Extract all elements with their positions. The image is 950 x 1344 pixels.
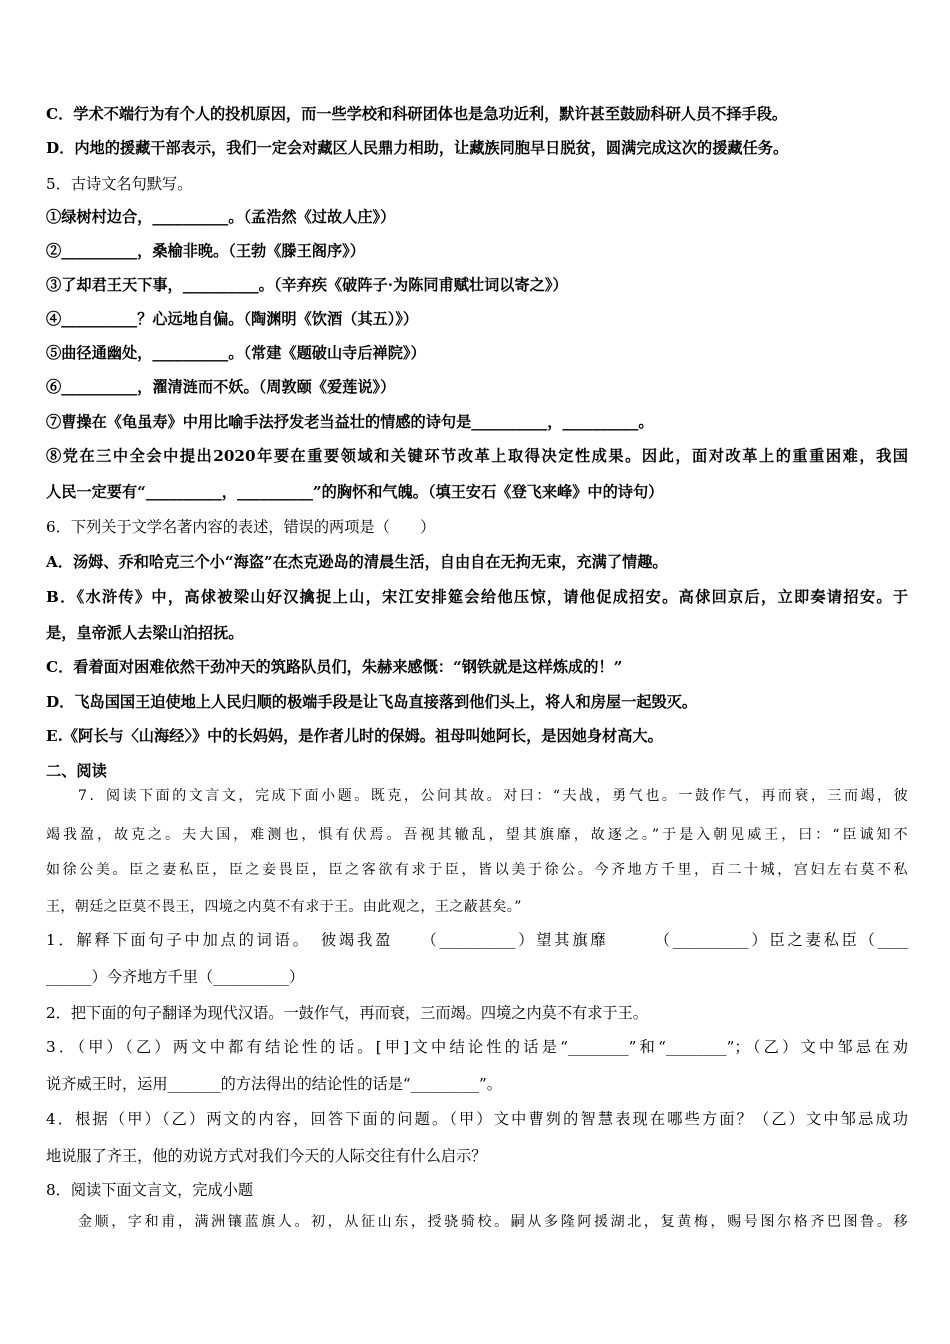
q7-sub1-line-1: 1．解释下面句子中加点的词语。 彼竭我盈 （__________）望其旗靡 （__________）臣之妻私臣（____ [46,931,908,949]
poem-item-2: ②__________，桑榆非晚。（王勃《滕王阁序》） [46,242,365,260]
q7-passage-line-1: 7．阅读下面的文言文，完成下面小题。既克，公问其故。对曰：“夫战，勇气也。一鼓作气，再而衰，三而竭，彼 [78,788,908,804]
poem-item-1: ①绿树村边合，__________。（孟浩然《过故人庄》） [46,208,396,226]
q6-option-a: A．汤姆、乔和哈克三个小“海盗”在杰克逊岛的清晨生活，自由自在无拘无束，充满了情趣。 [46,553,668,571]
q7-sub3-line-1: 3．（甲）（乙）两文中都有结论性的话。[甲]文中结论性的话是“________”和“________”；（乙）文中邹忌在劝 [46,1038,908,1056]
option-c-text: C．学术不端行为有个人的投机原因，而一些学校和科研团体也是急功近利，默许甚至鼓励科研人员不择手段。 [46,105,788,123]
poem-item-4: ④__________？心远地自偏。（陶渊明《饮酒（其五）》） [46,310,419,328]
question-8-title: 8．阅读下面文言文，完成小题 [46,1181,254,1199]
q6-option-b-line-1: B．《水浒传》中，高俅被梁山好汉擒捉上山，宋江安排筵会给他压惊，请他促成招安。高俅回京后，立即奏请招安。于 [46,588,908,606]
option-d-text: D．内地的援藏干部表示，我们一定会对藏区人民鼎力相助，让藏族同胞早日脱贫，圆满完成这次的援藏任务。 [46,139,789,157]
q6-option-b-line-2: 是，皇帝派人去梁山泊招抚。 [46,624,244,642]
poem-item-8-line-2: 人民一定要有“__________，__________”的胸怀和气魄。（填王安石《登飞来峰》中的诗句） [46,483,664,501]
poem-item-7: ⑦曹操在《龟虽寿》中用比喻手法抒发老当益壮的情感的诗句是__________，__________。 [46,413,654,431]
poem-item-6: ⑥__________，濯清涟而不妖。（周敦颐《爱莲说》） [46,378,396,396]
q6-option-e: E.《阿长与〈山海经〉》中的长妈妈，是作者儿时的保姆。祖母叫她阿长，是因她身材高大。 [46,727,663,745]
q6-option-d: D．飞岛国国王迫使地上人民归顺的极端手段是让飞岛直接落到他们头上，将人和房屋一起毁灭。 [46,693,698,711]
question-6-title: 6．下列关于文学名著内容的表述，错误的两项是（ ） [46,518,436,536]
section-heading-reading: 二、阅读 [46,762,107,780]
q8-passage-line-1: 金顺，字和甫，满洲镶蓝旗人。初，从征山东，授骁骑校。嗣从多隆阿援湖北，复黄梅，赐号图尔格齐巴图鲁。移 [78,1214,908,1230]
poem-item-3: ③了却君王天下事，__________。（辛弃疾《破阵子·为陈同甫赋壮词以寄之》） [46,276,568,294]
q7-passage-line-4: 王，朝廷之臣莫不畏王，四境之内莫不有求于王。由此观之，王之蔽甚矣。” [46,899,522,915]
q6-option-c: C．看着面对困难依然干劲冲天的筑路队员们，朱赫来感慨：“钢铁就是这样炼成的！” [46,658,623,676]
q7-passage-line-3: 如徐公美。臣之妻私臣，臣之妾畏臣，臣之客欲有求于臣，皆以美于徐公。今齐地方千里，百二十城，宫妇左右莫不私 [46,862,908,878]
q7-sub1-line-2: ______）今齐地方千里（__________） [46,968,305,986]
q7-sub4-line-1: 4．根据（甲）（乙）两文的内容，回答下面的问题。（甲）文中曹刿的智慧表现在哪些方面？（乙）文中邹忌成功 [46,1110,908,1128]
question-5-title: 5．古诗文名句默写。 [46,175,193,193]
q7-passage-line-2: 竭我盈，故克之。夫大国，难测也，惧有伏焉。吾视其辙乱，望其旗靡，故逐之。”于是入朝见威王，曰：“臣诚知不 [46,827,908,843]
poem-item-8-line-1: ⑧党在三中全会中提出2020年要在重要领域和关键环节改革上取得决定性成果。因此，面对改革上的重重困难，我国 [46,447,908,465]
poem-item-5: ⑤曲径通幽处，__________。（常建《题破山寺后禅院》） [46,344,426,362]
q7-sub4-line-2: 地说服了齐王，他的劝说方式对我们今天的人际交往有什么启示？ [46,1147,487,1165]
q7-sub3-line-2: 说齐威王时，运用_______的方法得出的结论性的话是“_________”。 [46,1075,502,1093]
q7-sub2: 2．把下面的句子翻译为现代汉语。一鼓作气，再而衰，三而竭。四境之内莫不有求于王。 [46,1004,648,1022]
